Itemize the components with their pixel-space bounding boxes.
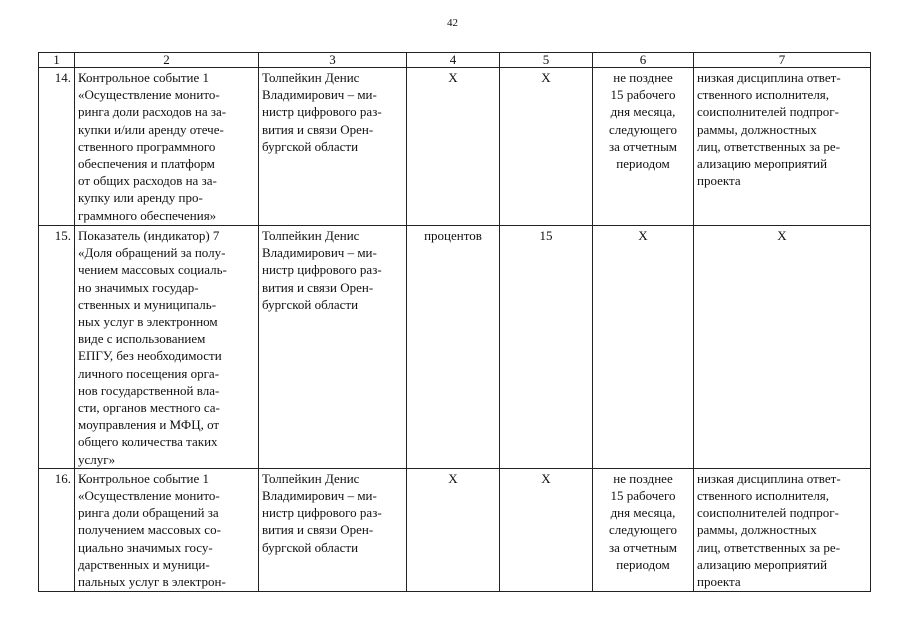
unit-cell: процентов <box>407 226 500 469</box>
value-cell: 15 <box>500 226 593 469</box>
column-header: 7 <box>694 53 871 68</box>
responsible-cell: Толпейкин Денис Владимирович – ми- нистр цифрового раз- вития и связи Орен- бургской области <box>259 226 407 469</box>
risk-cell: низкая дисциплина ответ- ственного исполнителя, соисполнителей подпрог- раммы, должностных лиц, ответственных за ре- ализацию мероприятий проекта <box>694 68 871 226</box>
row-number: 14. <box>39 68 75 226</box>
responsible-cell: Толпейкин Денис Владимирович – ми- нистр цифрового раз- вития и связи Орен- бургской области <box>259 68 407 226</box>
column-header: 5 <box>500 53 593 68</box>
event-cell: Показатель (индикатор) 7 «Доля обращений за полу- чением массовых социаль- но значимых государ- ственных и муниципаль- ных услуг в электронном виде с использованием ЕПГУ, без необходимости личного посещения орга- нов государственной вла- сти, органов местного са- моуправления и МФЦ, от общего количества таких услуг» <box>75 226 259 469</box>
table-header-row <box>39 53 871 68</box>
value-cell: X <box>500 468 593 591</box>
column-header: 1 <box>39 53 75 68</box>
column-header: 3 <box>259 53 407 68</box>
deadline-cell: не позднее 15 рабочего дня месяца, следующего за отчетным периодом <box>593 468 694 591</box>
table-row <box>39 226 871 469</box>
unit-cell: X <box>407 468 500 591</box>
risk-cell: низкая дисциплина ответ- ственного исполнителя, соисполнителей подпрог- раммы, должностных лиц, ответственных за ре- ализацию мероприятий проекта <box>694 468 871 591</box>
page-number: 42 <box>447 17 458 29</box>
indicator-table <box>38 52 871 592</box>
event-cell: Контрольное событие 1 «Осуществление монито- ринга доли расходов на за- купки и/или аренду отече- ственного программного обеспечения и платформ от общих расходов на за- купку или аренду про- граммного обеспечения» <box>75 68 259 226</box>
column-header: 2 <box>75 53 259 68</box>
value-cell: X <box>500 68 593 226</box>
row-number: 15. <box>39 226 75 469</box>
column-header: 6 <box>593 53 694 68</box>
unit-cell: X <box>407 68 500 226</box>
column-header: 4 <box>407 53 500 68</box>
row-number: 16. <box>39 468 75 591</box>
event-cell: Контрольное событие 1 «Осуществление монито- ринга доли обращений за получением массовых со- циально значимых госу- дарственных и муници- пальных услуг в электрон- <box>75 468 259 591</box>
deadline-cell: X <box>593 226 694 469</box>
risk-cell: X <box>694 226 871 469</box>
table-row <box>39 468 871 591</box>
table-row <box>39 68 871 226</box>
deadline-cell: не позднее 15 рабочего дня месяца, следующего за отчетным периодом <box>593 68 694 226</box>
responsible-cell: Толпейкин Денис Владимирович – ми- нистр цифрового раз- вития и связи Орен- бургской области <box>259 468 407 591</box>
